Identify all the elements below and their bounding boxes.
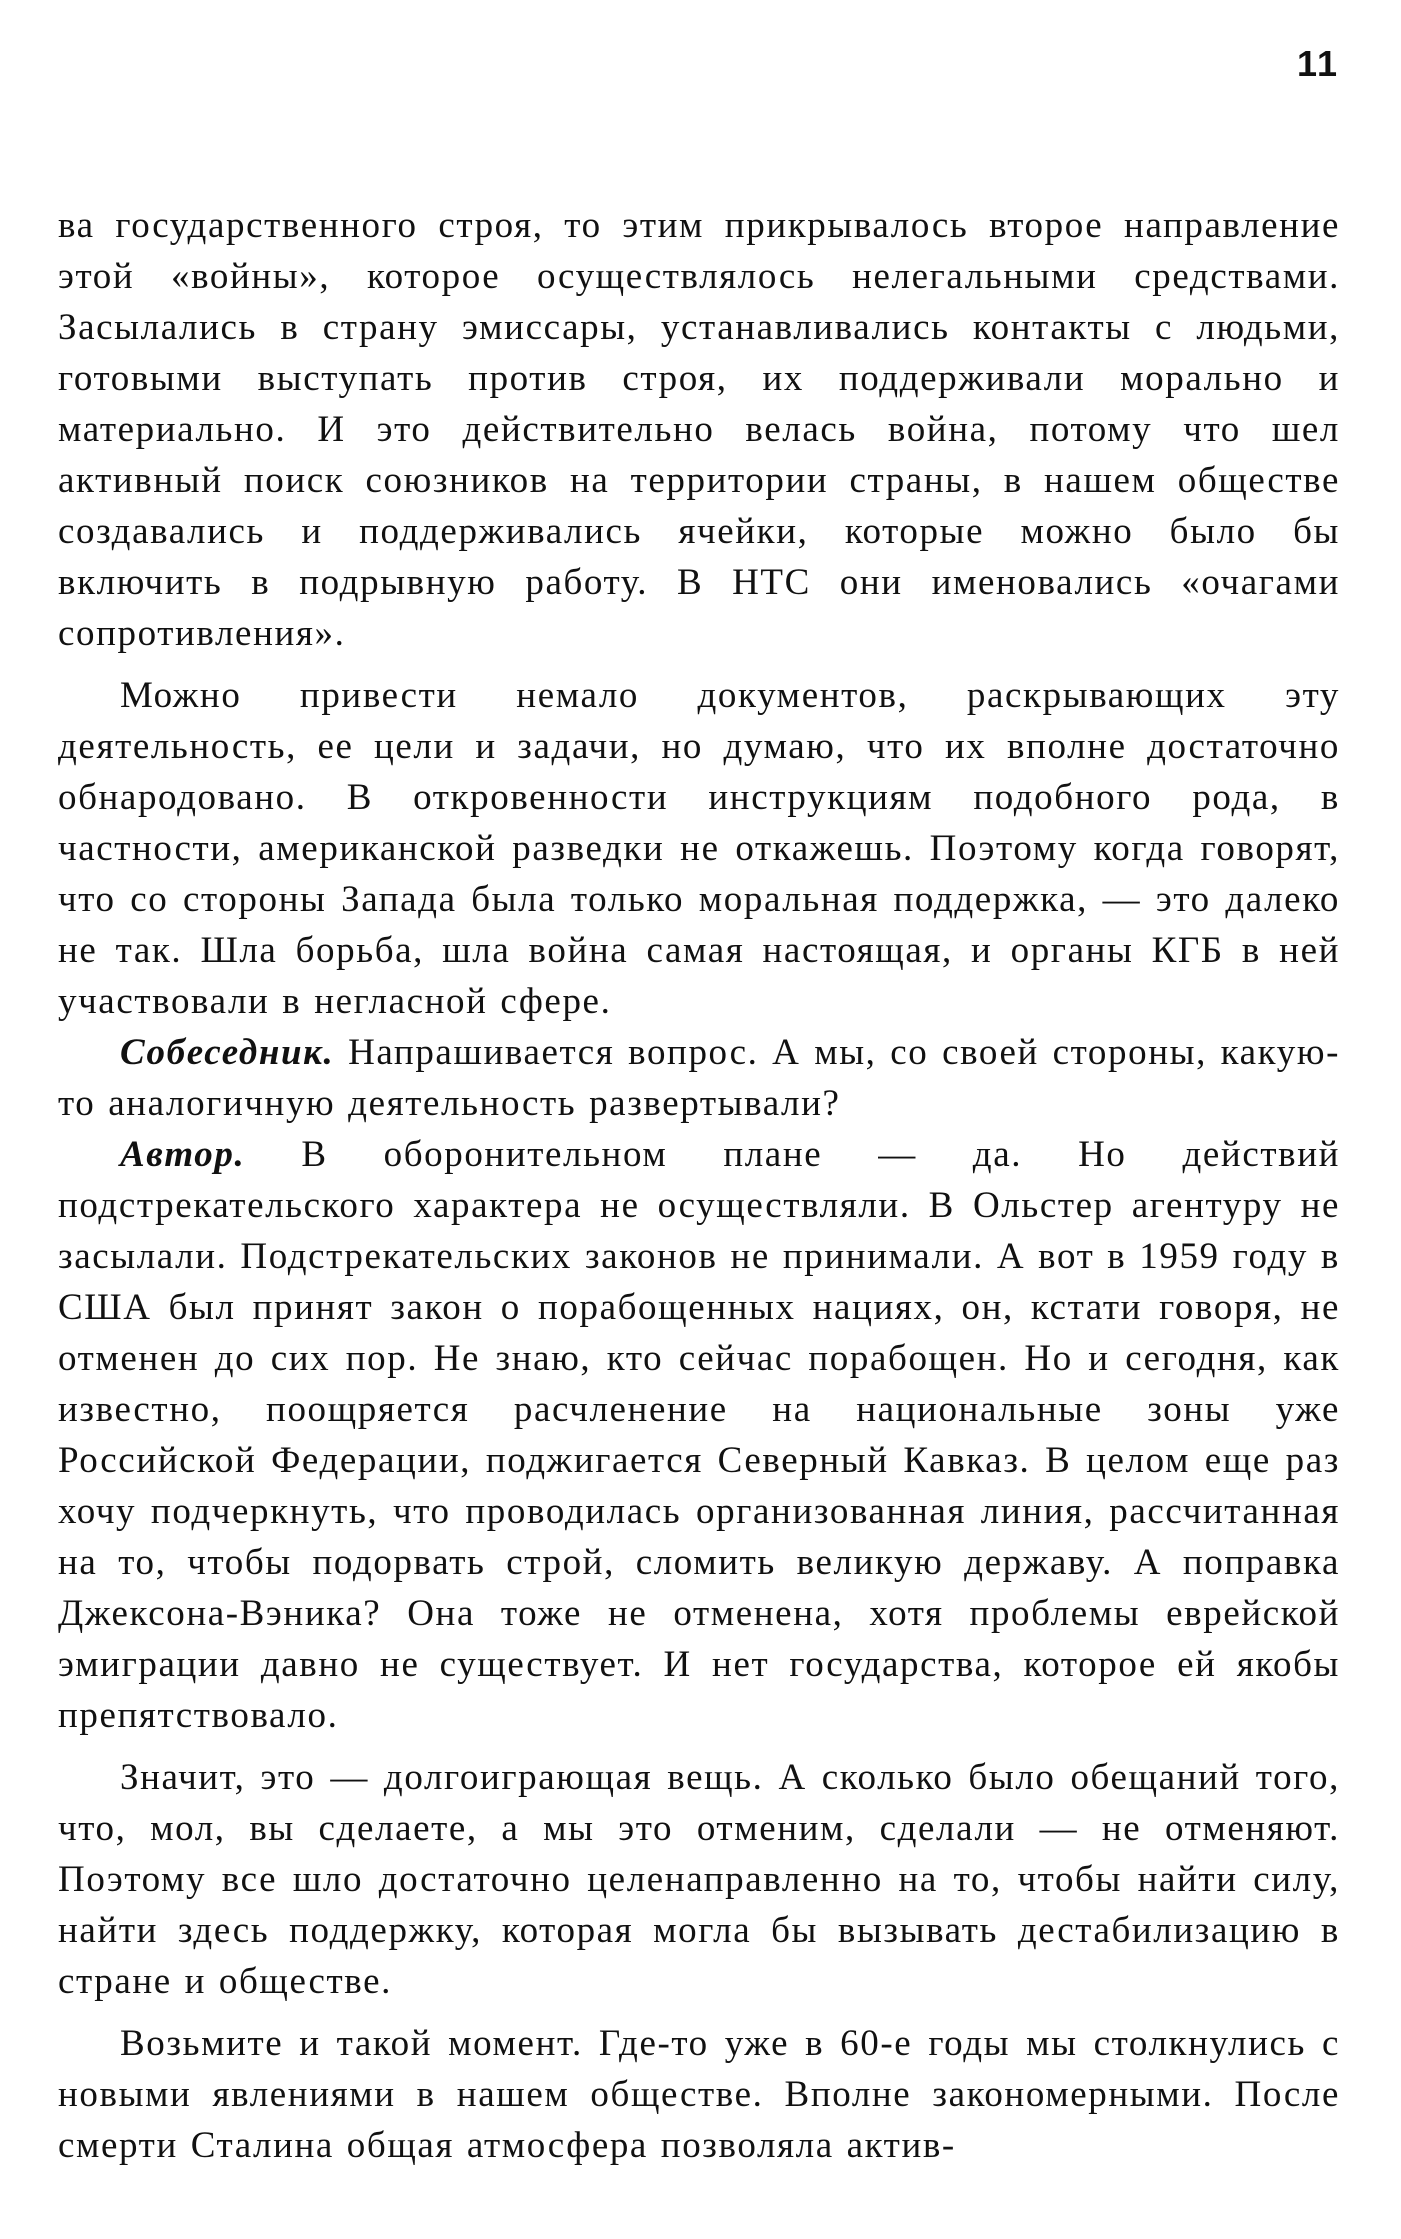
paragraph-text: Возьмите и такой момент. Где-то уже в 60-е годы мы столкнулись с новыми явлениями в нашем обществе. Вполне закономерными. После смерти Сталина общая атмосфера позволяла актив- <box>58 2023 1340 2166</box>
paragraph-4 <box>58 1129 1340 1741</box>
paragraph-5 <box>58 1752 1340 2007</box>
paragraph-text: Напрашивается вопрос. А мы, со своей стороны, какую-то аналогичную деятельность развертывали? <box>58 1032 1340 1124</box>
paragraph-2 <box>58 670 1340 1027</box>
speaker-label: Автор. <box>120 1134 246 1175</box>
page-number: 11 <box>1296 43 1339 84</box>
paragraph-3 <box>58 1027 1340 1129</box>
paragraph-text: В оборонительном плане — да. Но действий подстрекательского характера не осуществляли. В Ольстер агентуру не засылали. Подстрекательских законов не принимали. А вот в 1959 году в США был принят закон о порабощенных нациях, он, кстати говоря, не отменен до сих пор. Не знаю, кто сейчас порабощен. Но и сегодня, как известно, поощряется расчленение на национальные зоны уже Российской Федерации, поджигается Северный Кавказ. В целом еще раз хочу подчеркнуть, что проводилась организованная линия, рассчитанная на то, чтобы подорвать строй, сломить великую державу. А поправка Джексона-Вэника? Она тоже не отменена, хотя проблемы еврейской эмиграции давно не существует. И нет государства, которое ей якобы препятствовало. <box>58 1134 1340 1736</box>
paragraph-text: Можно привести немало документов, раскрывающих эту деятельность, ее цели и задачи, но думаю, что их вполне достаточно обнародовано. В откровенности инструкциям подобного рода, в частности, американской разведки не откажешь. Поэтому когда говорят, что со стороны Запада была только моральная поддержка, — это далеко не так. Шла борьба, шла война самая настоящая, и органы КГБ в ней участвовали в негласной сфере. <box>58 675 1340 1022</box>
paragraph-1 <box>58 200 1340 659</box>
body-text <box>58 200 1340 2171</box>
speaker-label: Собеседник. <box>120 1032 335 1073</box>
paragraph-text: Значит, это — долгоиграющая вещь. А сколько было обещаний того, что, мол, вы сделаете, а мы это отменим, сделали — не отменяют. Поэтому все шло достаточно целенаправленно на то, чтобы найти силу, найти здесь поддержку, которая могла бы вызывать дестабилизацию в стране и обществе. <box>58 1757 1340 2002</box>
paragraph-text: ва государственного строя, то этим прикрывалось второе направление этой «войны», которое осуществлялось нелегальными средствами. Засылались в страну эмиссары, устанавливались контакты с людьми, готовыми выступать против строя, их поддерживали морально и материально. И это действительно велась война, потому что шел активный поиск союзников на территории страны, в нашем обществе создавались и поддерживались ячейки, которые можно было бы включить в подрывную работу. В НТС они именовались «очагами сопротивления». <box>58 205 1340 654</box>
paragraph-6 <box>58 2018 1340 2171</box>
